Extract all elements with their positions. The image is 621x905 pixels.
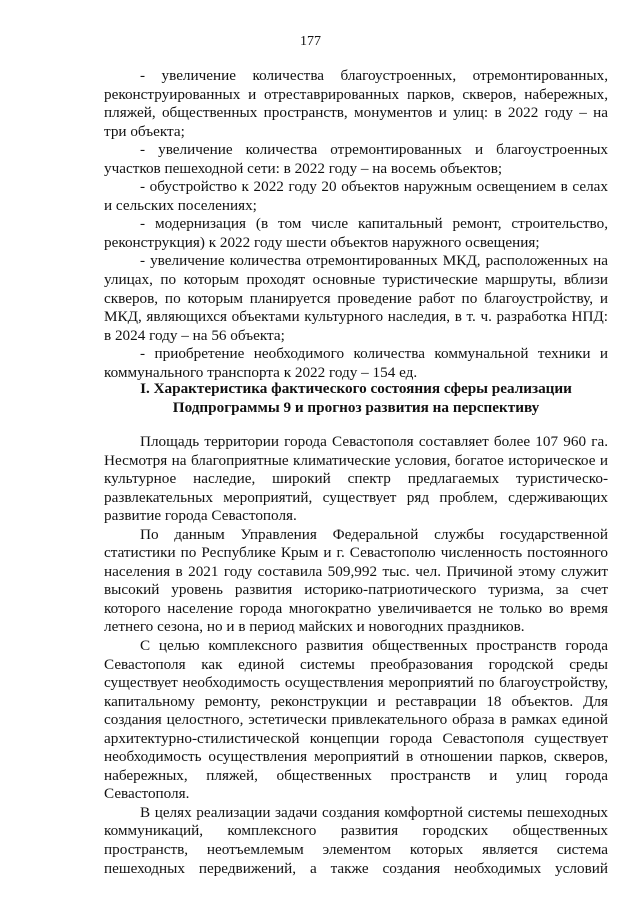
section-heading-line-1: I. Характеристика фактического состояния сферы реализации: [140, 380, 572, 397]
body-paragraph: Площадь территории города Севастополя составляет более 107 960 га. Несмотря на благоприятные климатические условия, богатое историческое и культурное наследие, широкий спектр предлагаемых туристическо-развлекательных мероприятий, существует ряд проблем, сдерживающих развитие города Севастополя.: [104, 433, 608, 525]
body-paragraph: В целях реализации задачи создания комфортной системы пешеходных коммуникаций, комплексного развития городских общественных пространств, неотъемлемым элементом которых является система пешеходных передвижений, а также создания необходимых условий: [104, 803, 608, 877]
bullet-item: - увеличение количества отремонтированных МКД, расположенных на улицах, по которым проходят основные туристические маршруты, вблизи скверов, по которым планируется проведение работ по благоустройству, и МКД, являющихся объектами культурного наследия, в т. ч. разработка НПД: в 2024 году – на 56 объекта;: [104, 252, 608, 344]
goals-bullet-list: [104, 67, 608, 382]
bullet-item: - увеличение количества отремонтированных и благоустроенных участков пешеходной сети: в 2022 году – на восемь объектов;: [104, 141, 608, 177]
page-number: 177: [300, 34, 321, 49]
section-heading: [104, 380, 608, 417]
bullet-item: - модернизация (в том числе капитальный ремонт, строительство, реконструкция) к 2022 году шести объектов наружного освещения;: [104, 215, 608, 251]
section-body: [104, 433, 608, 878]
body-paragraph: С целью комплексного развития общественных пространств города Севастополя как единой системы преобразования городской среды существует необходимость осуществления мероприятий по благоустройству, капитальному ремонту, реконструкции и реставрации 18 объектов. Для создания целостного, эстетически привлекательного образа в рамках единой архитектурно-стилистической концепции города Севастополя существует необходимость осуществления мероприятий в отношении парков, скверов, набережных, пляжей, общественных пространств и улиц города Севастополя.: [104, 637, 608, 803]
bullet-item: - увеличение количества благоустроенных, отремонтированных, реконструированных и отреставрированных парков, скверов, набережных, пляжей, общественных пространств, монументов и улиц: в 2022 году – на три объекта;: [104, 67, 608, 140]
section-heading-line-2: Подпрограммы 9 и прогноз развития на перспективу: [172, 398, 540, 416]
bullet-item: - обустройство к 2022 году 20 объектов наружным освещением в селах и сельских поселениях;: [104, 178, 608, 214]
body-paragraph: По данным Управления Федеральной службы государственной статистики по Республике Крым и г. Севастополю численность постоянного населения в 2021 году составила 509,992 тыс. чел. Причиной этому служит высокий уровень развития историко-патриотического туризма, за счет которого население города многократно увеличивается не только во время летнего сезона, но и в период майских и новогодних праздников.: [104, 525, 608, 636]
bullet-item: - приобретение необходимого количества коммунальной техники и коммунального транспорта к 2022 году – 154 ед.: [104, 345, 608, 381]
